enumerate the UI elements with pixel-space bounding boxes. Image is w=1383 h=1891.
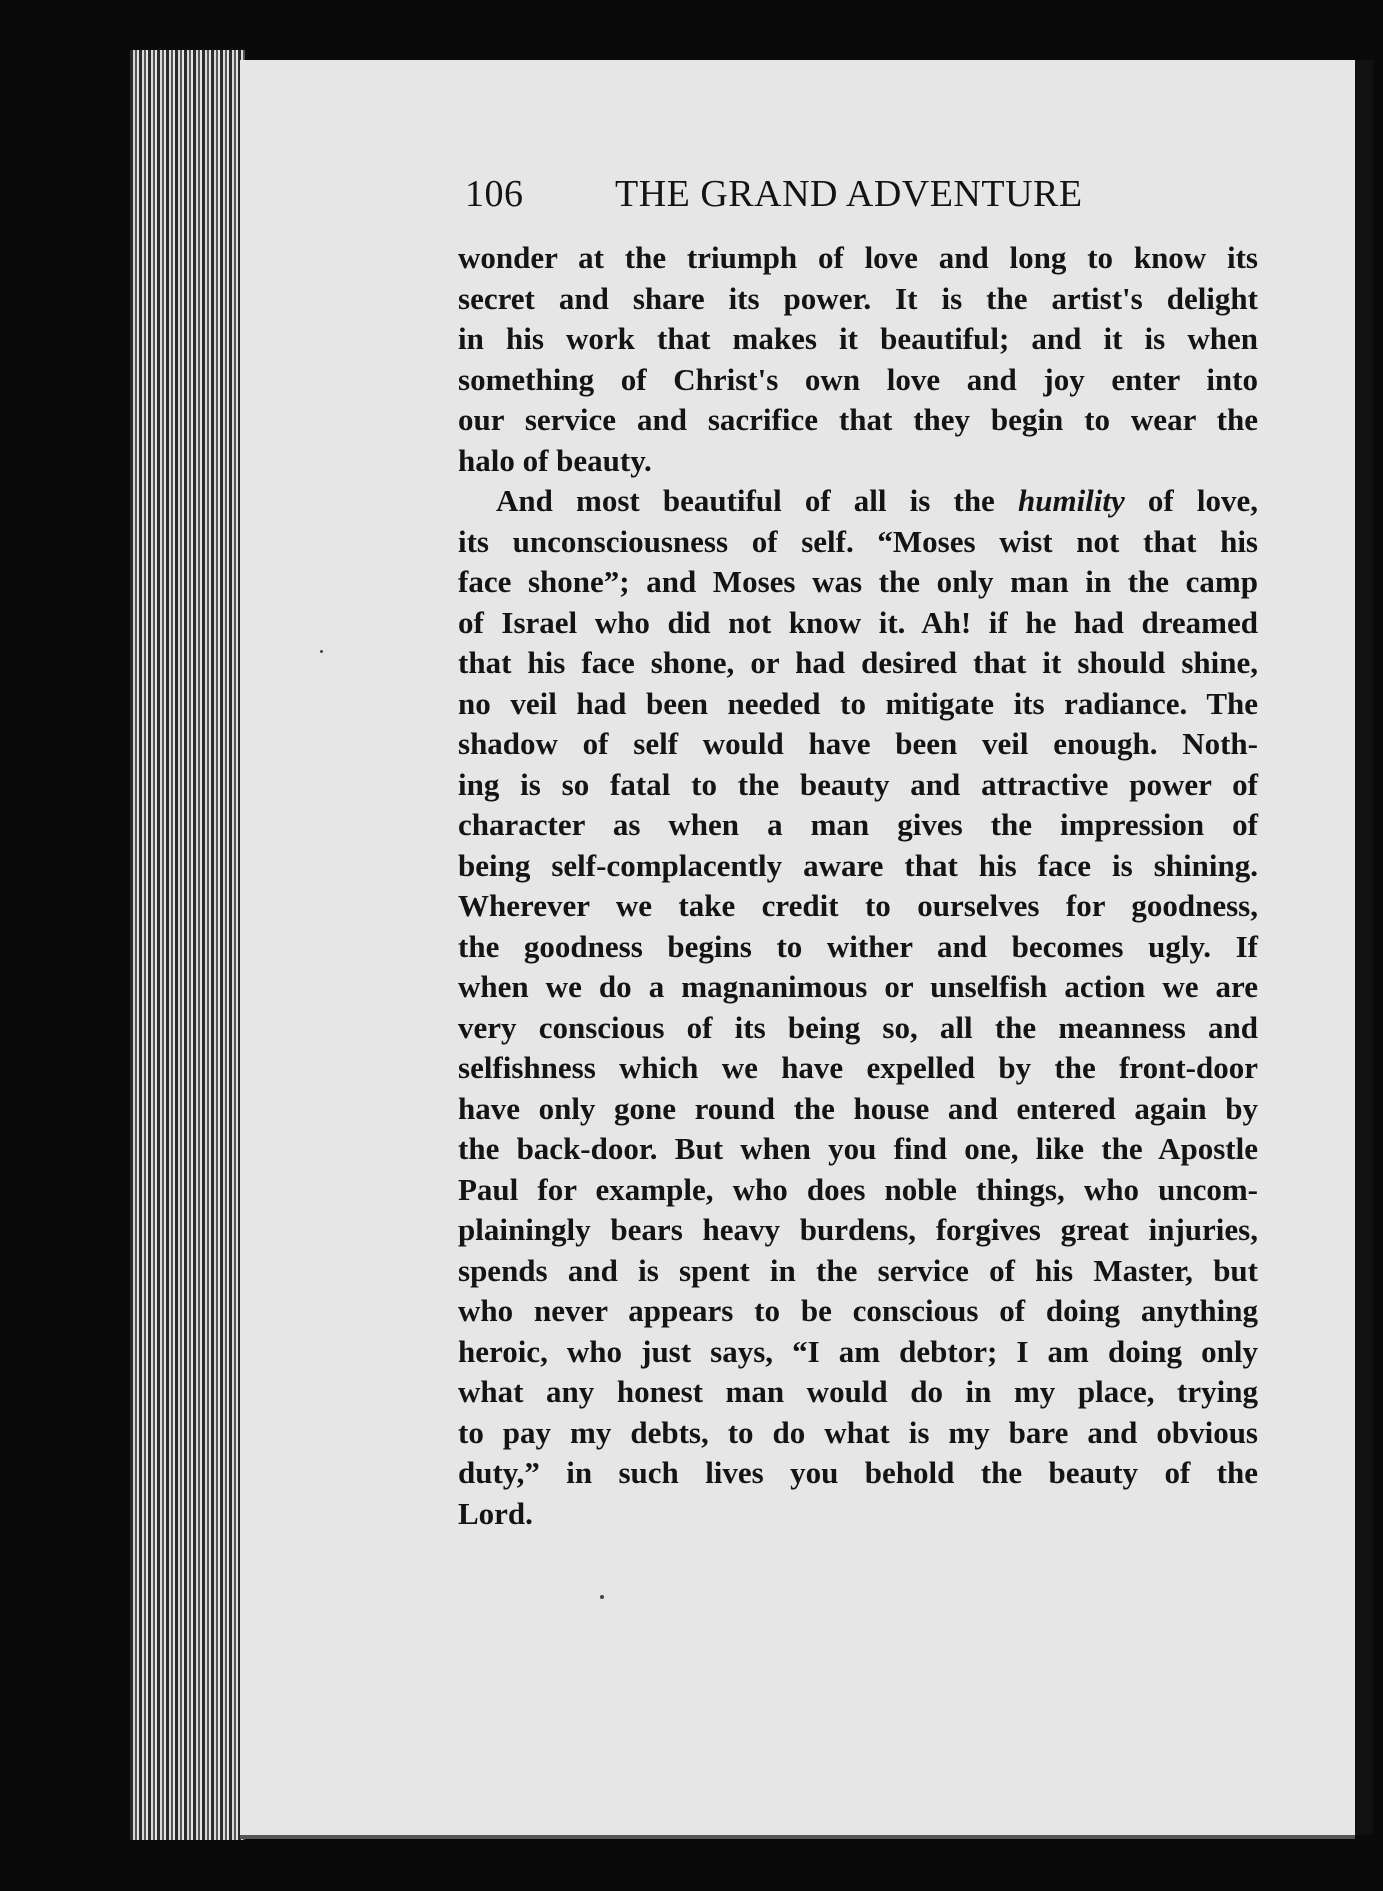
text-line: ing is so fatal to the beauty and attractive power of [458,766,1258,802]
paragraph-1 [458,238,1258,481]
italic-word: humility [1017,483,1125,518]
text-line: Wherever we take credit to ourselves for goodness, [458,888,1258,923]
text-line: Lord. [458,1495,533,1531]
text-fragment: of love, [1124,483,1259,518]
text-line: halo of beauty. [458,442,652,478]
text-line: spends and is spent in the service of his Master, but [458,1252,1258,1288]
text-line: heroic, who just says, “I am debtor; I am doing only [458,1333,1258,1369]
text-line: face shone”; and Moses was the only man in the camp [458,564,1258,599]
text-line: shadow of self would have been veil enough. Noth- [458,726,1258,761]
page-speck [600,1595,604,1599]
running-title: THE GRAND ADVENTURE [615,173,1083,215]
text-line: being self-complacently aware that his face is shining. [458,847,1258,883]
text-line: wonder at the triumph of love and long to know its [458,240,1258,275]
text-line: have only gone round the house and entered again by [458,1090,1258,1126]
body-text [458,238,1258,1534]
text-line: of Israel who did not know it. Ah! if he had dreamed [458,604,1258,640]
text-line: what any honest man would do in my place, trying [458,1374,1258,1409]
book-page-edges [130,50,245,1840]
text-line: character as when a man gives the impression of [458,807,1258,842]
text-line: its unconsciousness of self. “Moses wist not that his [458,523,1258,559]
book-right-edge [1355,60,1373,1835]
text-line: in his work that makes it beautiful; and it is when [458,321,1258,356]
text-line: the goodness begins to wither and becomes ugly. If [458,928,1258,964]
text-line: our service and sacrifice that they begin to wear the [458,402,1258,437]
text-line: duty,” in such lives you behold the beauty of the [458,1455,1258,1490]
text-line: who never appears to be conscious of doing anything [458,1293,1258,1328]
page-number: 106 [465,173,524,215]
text-fragment: And most beautiful of all is the [496,483,1018,518]
text-line: something of Christ's own love and joy enter into [458,361,1258,397]
page-header [465,172,1105,222]
text-line: no veil had been needed to mitigate its radiance. The [458,685,1258,721]
text-line: to pay my debts, to do what is my bare and obvious [458,1414,1258,1450]
text-line-with-italic [458,481,1258,522]
text-line: the back-door. But when you find one, like the Apostle [458,1131,1258,1166]
text-line: selfishness which we have expelled by the front-door [458,1050,1258,1085]
text-line: when we do a magnanimous or unselfish action we are [458,969,1258,1004]
text-line: very conscious of its being so, all the meanness and [458,1009,1258,1045]
page-speck [320,650,323,653]
paragraph-2 [458,481,1258,1534]
text-line: Paul for example, who does noble things, who uncom- [458,1171,1258,1207]
text-line: that his face shone, or had desired that it should shine, [458,645,1258,680]
text-line: secret and share its power. It is the artist's delight [458,280,1258,316]
text-line: plainingly bears heavy burdens, forgives great injuries, [458,1212,1258,1247]
